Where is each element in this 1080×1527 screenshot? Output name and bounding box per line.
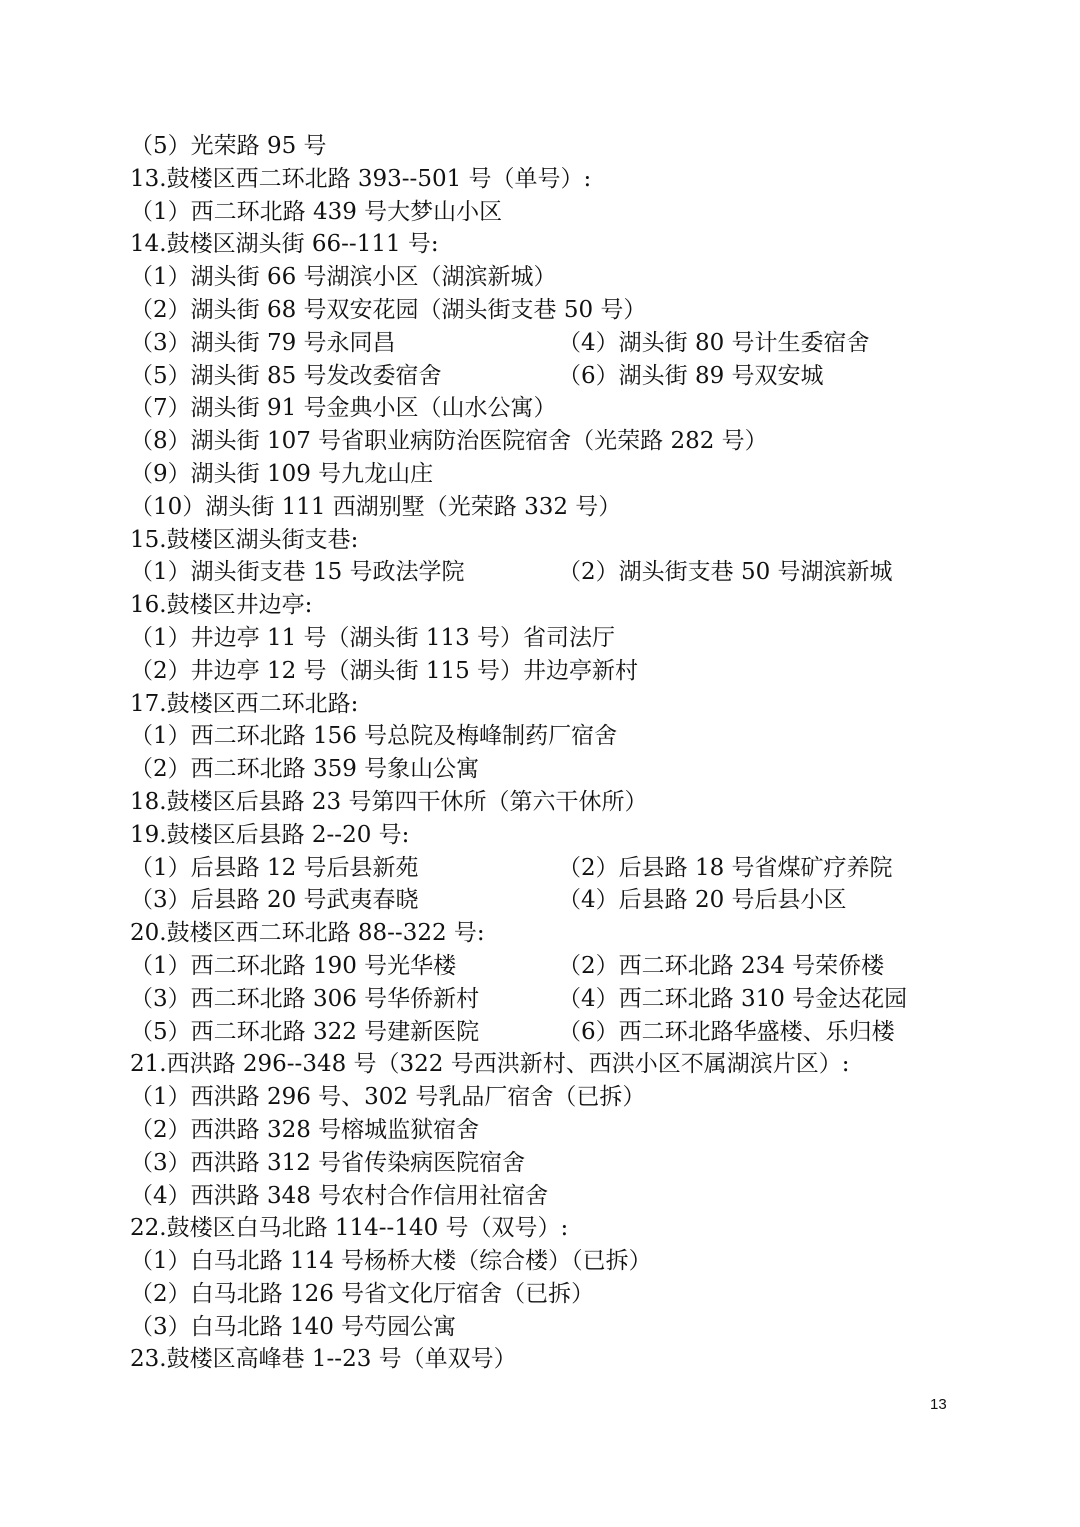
- list-line: [130, 1212, 960, 1245]
- list-line: [130, 556, 960, 589]
- list-line: [130, 1147, 960, 1180]
- list-item-text: （2）白马北路 126 号省文化厅宿舍（已拆）: [130, 1280, 595, 1307]
- list-item-text-second-column: （4）后县路 20 号后县小区: [558, 887, 847, 914]
- list-item-text: 15.鼓楼区湖头街支巷:: [130, 526, 359, 553]
- list-item-text: 19.鼓楼区后县路 2--20 号:: [130, 821, 410, 848]
- list-item-text-second-column: （4）西二环北路 310 号金达花园: [558, 985, 908, 1012]
- list-line: [130, 1114, 960, 1147]
- list-item-text: （5）西二环北路 322 号建新医院: [130, 1018, 480, 1045]
- list-line: [130, 655, 960, 688]
- list-item-text: （9）湖头街 109 号九龙山庄: [130, 460, 434, 487]
- list-item-text: 18.鼓楼区后县路 23 号第四干休所（第六干休所）: [130, 788, 648, 815]
- list-item-text: （3）白马北路 140 号芍园公寓: [130, 1313, 457, 1340]
- list-line: [130, 917, 960, 950]
- list-line: [130, 819, 960, 852]
- list-item-text: （1）西二环北路 439 号大梦山小区: [130, 198, 503, 225]
- list-item-text: （5）湖头街 85 号发改委宿舍: [130, 362, 442, 389]
- list-line: [130, 720, 960, 753]
- list-item-text: （8）湖头街 107 号省职业病防治医院宿舍（光荣路 282 号）: [130, 428, 768, 455]
- list-line: [130, 261, 960, 294]
- list-line: [130, 294, 960, 327]
- list-line: [130, 163, 960, 196]
- list-line: [130, 196, 960, 229]
- list-item-text-second-column: （6）西二环北路华盛楼、乐归楼: [558, 1018, 895, 1045]
- list-item-text: （2）西洪路 328 号榕城监狱宿舍: [130, 1116, 480, 1143]
- list-line: [130, 425, 960, 458]
- list-line: [130, 1311, 960, 1344]
- list-line: [130, 1180, 960, 1213]
- list-line: [130, 130, 960, 163]
- list-line: [130, 786, 960, 819]
- page-number: 13: [930, 1396, 947, 1413]
- list-item-text: （1）湖头街 66 号湖滨小区（湖滨新城）: [130, 264, 557, 291]
- list-line: [130, 1278, 960, 1311]
- list-line: [130, 753, 960, 786]
- list-line: [130, 1081, 960, 1114]
- list-item-text: （1）白马北路 114 号杨桥大楼（综合楼）（已拆）: [130, 1248, 652, 1275]
- list-item-text: （1）西二环北路 156 号总院及梅峰制药厂宿舍: [130, 723, 618, 750]
- list-line: [130, 1048, 960, 1081]
- list-item-text: （2）井边亭 12 号（湖头街 115 号）井边亭新村: [130, 657, 639, 684]
- list-line: [130, 360, 960, 393]
- list-line: [130, 1245, 960, 1278]
- list-item-text: （10）湖头街 111 西湖别墅（光荣路 332 号）: [130, 493, 622, 520]
- list-line: [130, 884, 960, 917]
- list-item-text: 21.西洪路 296--348 号（322 号西洪新村、西洪小区不属湖滨片区）:: [130, 1051, 850, 1078]
- list-line: [130, 524, 960, 557]
- list-item-text: （3）西洪路 312 号省传染病医院宿舍: [130, 1149, 526, 1176]
- list-item-text: 22.鼓楼区白马北路 114--140 号（双号）:: [130, 1215, 569, 1242]
- list-line: [130, 228, 960, 261]
- list-line: [130, 622, 960, 655]
- list-item-text: （1）西洪路 296 号、302 号乳品厂宿舍（已拆）: [130, 1084, 646, 1111]
- list-item-text: （2）湖头街 68 号双安花园（湖头街支巷 50 号）: [130, 296, 647, 323]
- list-item-text-second-column: （6）湖头街 89 号双安城: [558, 362, 824, 389]
- list-item-text: （1）湖头街支巷 15 号政法学院: [130, 559, 465, 586]
- list-item-text: 14.鼓楼区湖头街 66--111 号:: [130, 231, 439, 258]
- address-list: [130, 130, 960, 1376]
- list-item-text: （3）西二环北路 306 号华侨新村: [130, 985, 480, 1012]
- list-item-text: 20.鼓楼区西二环北路 88--322 号:: [130, 920, 485, 947]
- list-line: [130, 458, 960, 491]
- list-item-text: （5）光荣路 95 号: [130, 133, 327, 159]
- list-item-text: （2）西二环北路 359 号象山公寓: [130, 756, 480, 783]
- list-line: [130, 950, 960, 983]
- list-line: [130, 1343, 960, 1376]
- list-line: [130, 688, 960, 721]
- list-item-text: （3）后县路 20 号武夷春晓: [130, 887, 419, 914]
- list-item-text: （7）湖头街 91 号金典小区（山水公寓）: [130, 395, 557, 422]
- list-line: [130, 327, 960, 360]
- list-line: [130, 852, 960, 885]
- list-item-text-second-column: （2）湖头街支巷 50 号湖滨新城: [558, 559, 893, 586]
- list-item-text: 13.鼓楼区西二环北路 393--501 号（单号）:: [130, 165, 592, 192]
- list-item-text: （1）后县路 12 号后县新苑: [130, 854, 419, 881]
- list-item-text: 17.鼓楼区西二环北路:: [130, 690, 359, 717]
- list-item-text: （1）井边亭 11 号（湖头街 113 号）省司法厅: [130, 624, 616, 651]
- list-item-text: 16.鼓楼区井边亭:: [130, 592, 313, 619]
- list-item-text: （3）湖头街 79 号永同昌: [130, 329, 396, 356]
- list-line: [130, 491, 960, 524]
- list-line: [130, 1016, 960, 1049]
- list-item-text: （1）西二环北路 190 号光华楼: [130, 952, 457, 979]
- list-item-text: 23.鼓楼区高峰巷 1--23 号（单双号）: [130, 1346, 517, 1373]
- list-item-text-second-column: （2）后县路 18 号省煤矿疗养院: [558, 854, 893, 881]
- list-item-text: （4）西洪路 348 号农村合作信用社宿舍: [130, 1182, 549, 1209]
- list-line: [130, 392, 960, 425]
- list-line: [130, 983, 960, 1016]
- list-item-text-second-column: （4）湖头街 80 号计生委宿舍: [558, 329, 870, 356]
- list-line: [130, 589, 960, 622]
- list-item-text-second-column: （2）西二环北路 234 号荣侨楼: [558, 952, 885, 979]
